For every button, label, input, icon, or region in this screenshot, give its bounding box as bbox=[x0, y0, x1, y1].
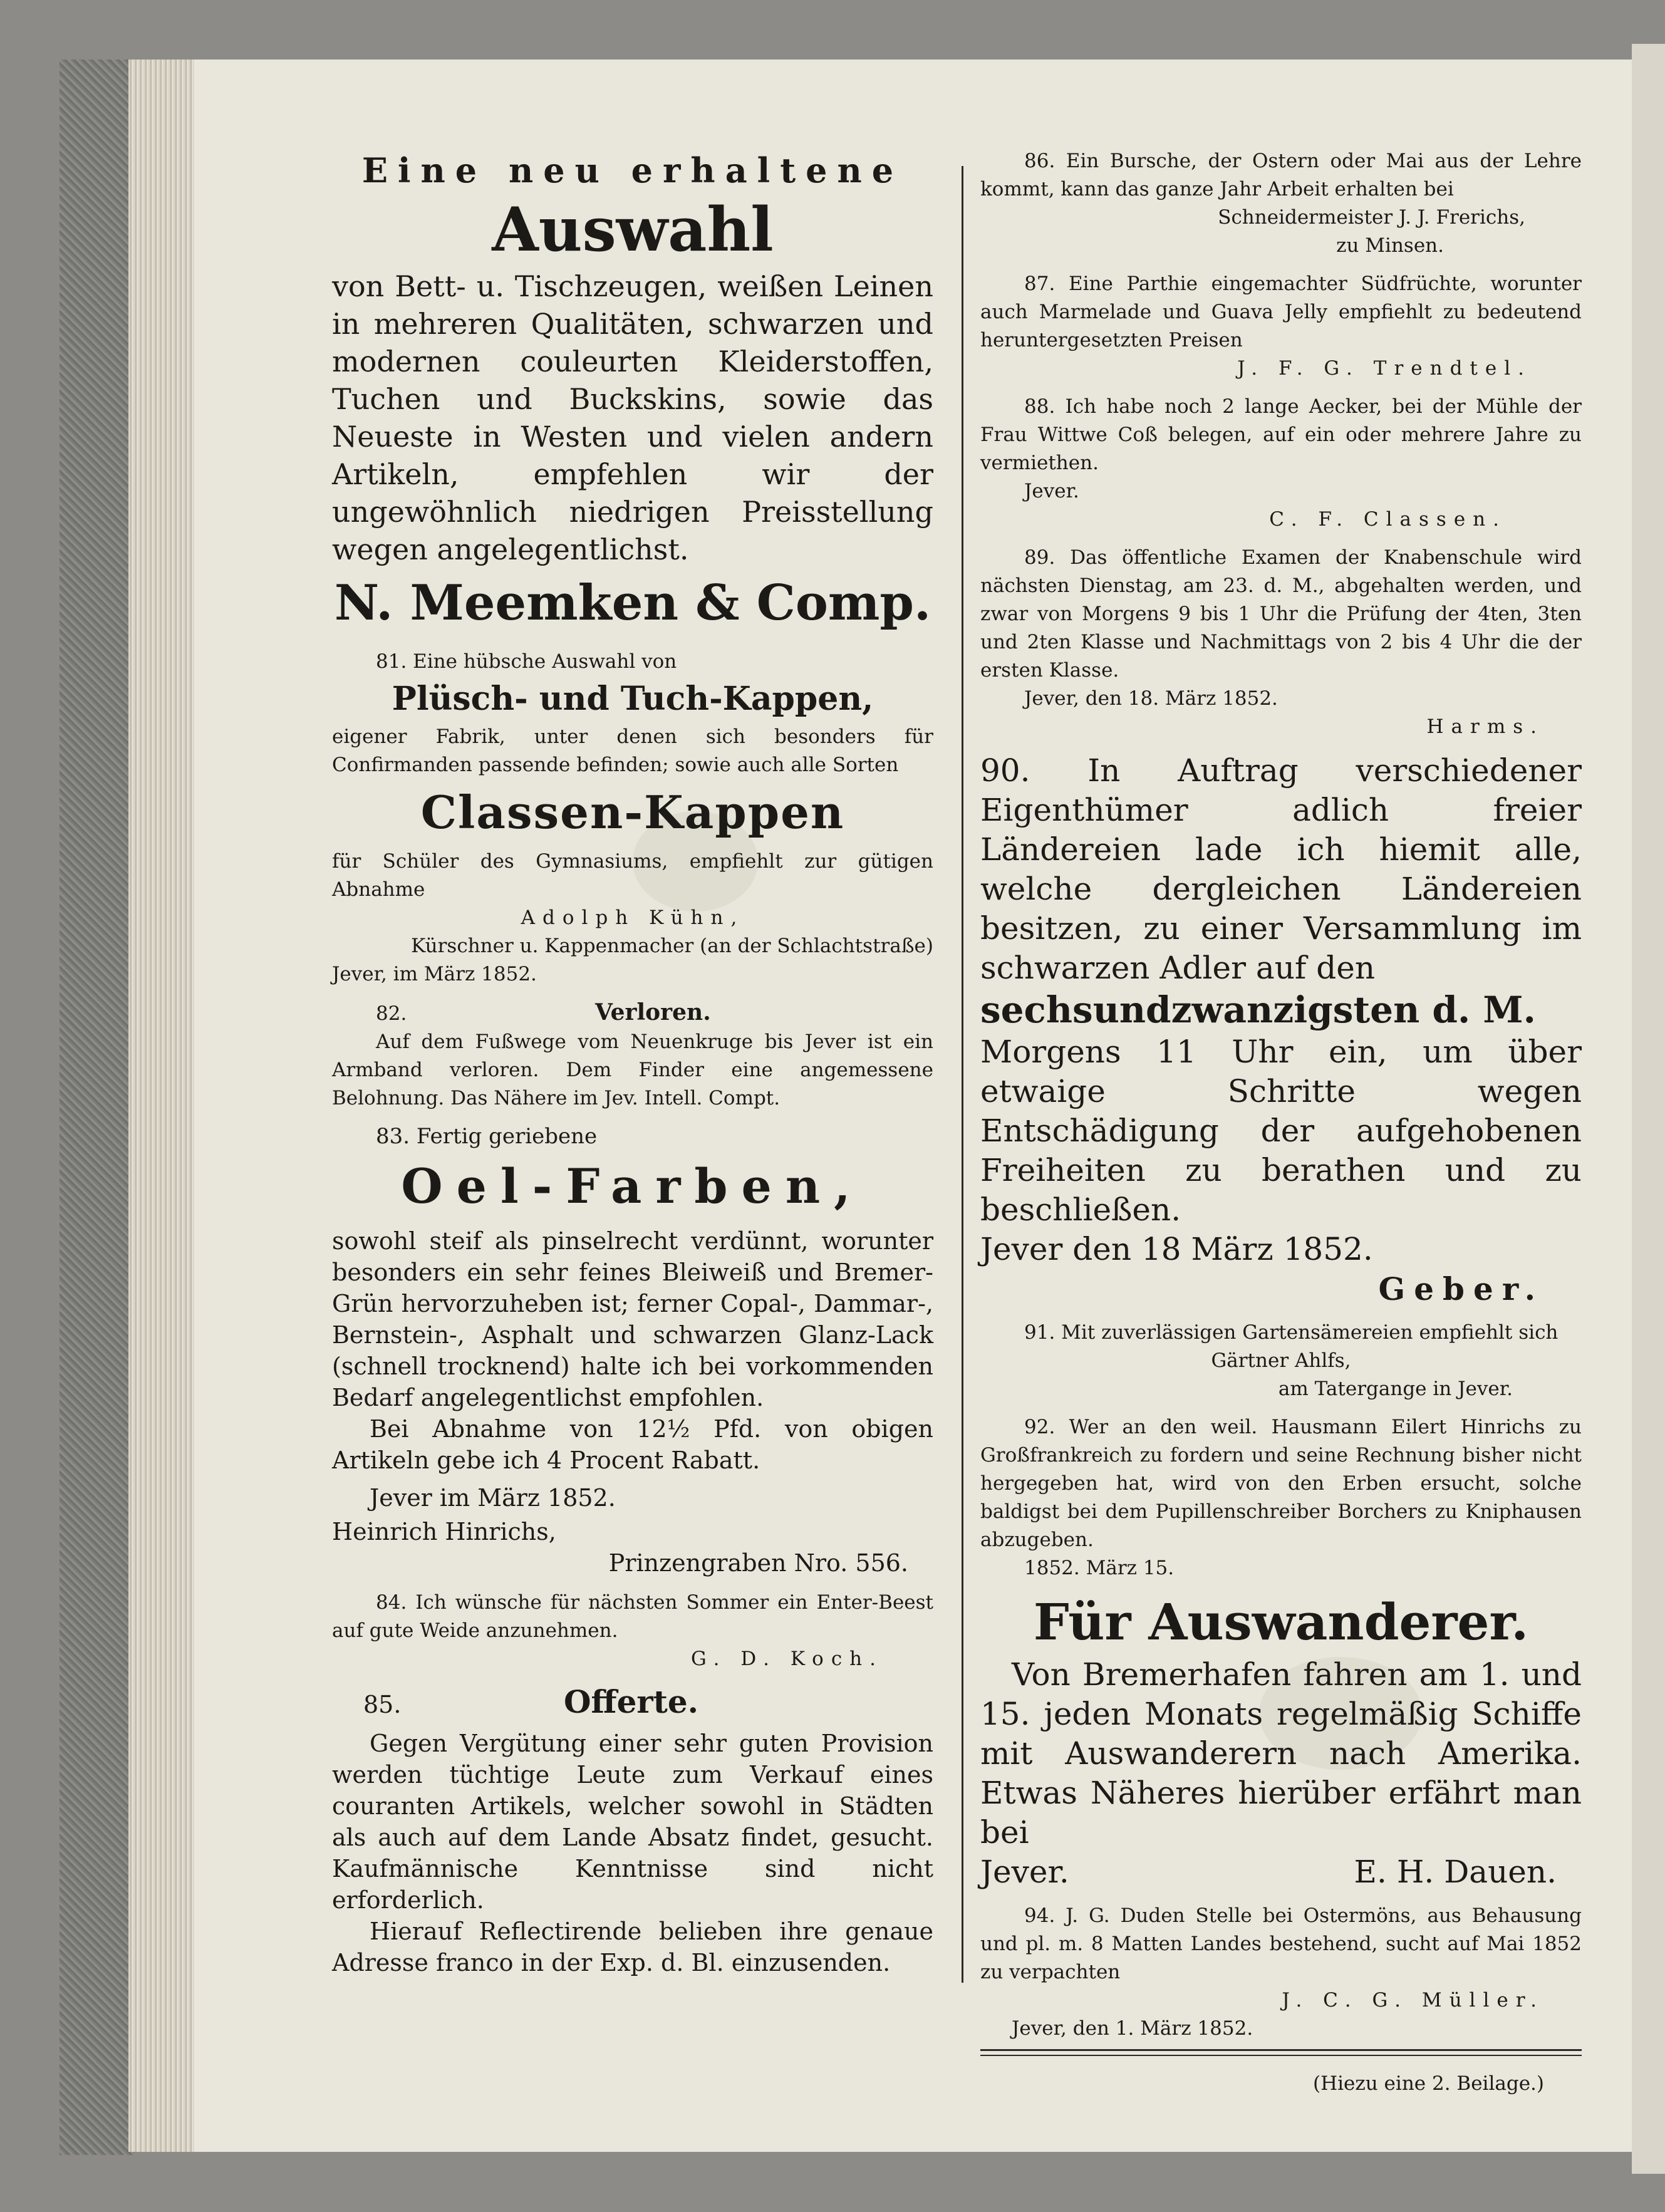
notice-85-title: Offerte. bbox=[564, 1683, 699, 1720]
notice-86-text: 86. Ein Bursche, der Ostern oder Mai aus der Lehre kommt, kann das ganze Jahr Arbeit erhalten bei bbox=[980, 150, 1582, 200]
notice-84-signature: G. D. Koch. bbox=[691, 1648, 883, 1670]
notice-92-text: 92. Wer an den weil. Hausmann Eilert Hinrichs zu Großfrankreich zu fordern und seine Rechnung bisher nicht hergegeben hat, wird von den Erben ersucht, solche baldigst bei dem Pupillenschreiber Borchers zu Kniphausen abzugeben. bbox=[980, 1416, 1582, 1551]
notice-89-text: 89. Das öffentliche Examen der Knabenschule wird nächsten Dienstag, am 23. d. M., abgehalten werden, und zwar von Morgens 9 bis 1 Uhr die Prüfung der 4ten, 3ten und 2ten Klasse und Nachmittags von 2 bis 4 Uhr die der ersten Klasse. bbox=[980, 546, 1582, 682]
notice-85-header bbox=[332, 1683, 933, 1720]
notice-88-text: 88. Ich habe noch 2 lange Aecker, bei der Mühle der Frau Wittwe Coß belegen, auf ein oder mehrere Jahre zu vermiethen. bbox=[980, 395, 1582, 474]
notice-81-intro: 81. Eine hübsche Auswahl von bbox=[376, 650, 677, 673]
notice-91-signature: Gärtner Ahlfs, bbox=[1211, 1349, 1351, 1372]
notice-93-title: Für Auswanderer. bbox=[1033, 1592, 1529, 1651]
ad-heading-line: Eine neu erhaltene bbox=[361, 150, 904, 190]
notice-82-text: Auf dem Fußwege vom Neuenkruge bis Jever ist ein Armband verloren. Dem Finder eine angemessene Belohnung. Das Nähere im Jev. Intell. Compt. bbox=[332, 1031, 933, 1109]
notice-85-number: 85. bbox=[363, 1691, 402, 1718]
notice-82-title: Verloren. bbox=[595, 999, 711, 1026]
notice-89-date: Jever, den 18. März 1852. bbox=[1024, 687, 1278, 710]
notice-85-text: Gegen Vergütung einer sehr guten Provision werden tüchtige Leute zum Verkauf eines couranten Artikels, welcher sowohl in Städten als auch auf dem Lande Absatz findet, gesucht. Kaufmännische Kenntnisse sind nicht erforderlich. bbox=[332, 1730, 933, 1914]
notice-90-text-a: 90. In Auftrag verschiedener Eigenthümer adlich freier Ländereien lade ich hiemit alle, welche dergleichen Ländereien besitzen, zu einer Versammlung im schwarzen Adler auf den bbox=[980, 752, 1582, 986]
notice-93-footer bbox=[980, 1852, 1582, 1892]
notice-91-place: am Tatergange in Jever. bbox=[1278, 1378, 1513, 1400]
notice-86-signature: Schneidermeister J. J. Frerichs, bbox=[1218, 206, 1525, 229]
column-divider bbox=[962, 166, 963, 1983]
notice-83-intro: 83. Fertig geriebene bbox=[376, 1124, 598, 1149]
notice-89-signature: Harms. bbox=[1426, 715, 1544, 738]
notice-93-signature: E. H. Dauen. bbox=[1354, 1854, 1557, 1890]
notice-83-signature: Heinrich Hinrichs, bbox=[332, 1518, 556, 1545]
notice-94-date: Jever, den 1. März 1852. bbox=[1012, 2017, 1253, 2040]
notice-81-text-2: für Schüler des Gymnasiums, empfiehlt zur gütigen Abnahme bbox=[332, 850, 933, 901]
closing-rule-thin bbox=[980, 2055, 1582, 2056]
notice-92-date: 1852. März 15. bbox=[1024, 1557, 1175, 1579]
notice-83-text-2: Bei Abnahme von 12½ Pfd. von obigen Artikeln gebe ich 4 Procent Rabatt. bbox=[332, 1415, 933, 1474]
notice-81-text: eigener Fabrik, unter denen sich besonders für Confirmanden passende befinden; sowie auch alle Sorten bbox=[332, 725, 933, 776]
notice-87-text: 87. Eine Parthie eingemachter Südfrüchte, worunter auch Marmelade und Guava Jelly empfiehlt zu bedeutend heruntergesetzten Preisen bbox=[980, 273, 1582, 351]
notice-88-place: Jever. bbox=[1024, 480, 1079, 502]
notice-82-header bbox=[332, 999, 933, 1028]
ad-firm: N. Meemken & Comp. bbox=[334, 574, 931, 631]
ad-heading-title: Auswahl bbox=[492, 194, 774, 265]
notice-90-date-highlight: sechsundzwanzigsten d. M. bbox=[980, 989, 1536, 1031]
notice-81-title-2: Classen-Kappen bbox=[420, 786, 845, 839]
supplement-note: (Hiezu eine 2. Beilage.) bbox=[1313, 2072, 1544, 2095]
notice-83-address: Prinzengraben Nro. 556. bbox=[608, 1549, 908, 1577]
book-spine bbox=[60, 60, 135, 2155]
notice-84-text: 84. Ich wünsche für nächsten Sommer ein Enter-Beest auf gute Weide anzunehmen. bbox=[332, 1591, 933, 1642]
page-edges bbox=[128, 60, 204, 2152]
notice-81-date: Jever, im März 1852. bbox=[332, 963, 537, 985]
closing-rule bbox=[980, 2049, 1582, 2051]
notice-83-text: sowohl steif als pinselrecht verdünnt, worunter besonders ein sehr feines Bleiweiß und Bremer-Grün hervorzuheben ist; ferner Copal-, Dammar-, Bernstein-, Asphalt und schwarzen Glanz-Lack (schnell trocknend) halte ich bei vorkommenden Bedarf angelegentlichst empfohlen. bbox=[332, 1227, 933, 1411]
notice-83-date: Jever im März 1852. bbox=[370, 1484, 616, 1512]
notice-90-date: Jever den 18 März 1852. bbox=[980, 1231, 1373, 1267]
notice-86-place: zu Minsen. bbox=[1336, 234, 1444, 257]
notice-94-text: 94. J. G. Duden Stelle bei Ostermöns, aus Behausung und pl. m. 8 Matten Landes bestehend, sucht auf Mai 1852 zu verpachten bbox=[980, 1904, 1582, 1983]
notice-82-number: 82. bbox=[376, 1002, 407, 1025]
left-column bbox=[332, 150, 933, 1978]
notice-81-signature-2: Kürschner u. Kappenmacher (an der Schlachtstraße) bbox=[411, 935, 933, 957]
notice-90-text-c: Morgens 11 Uhr ein, um über etwaige Schritte wegen Entschädigung der aufgehobenen Freiheiten zu berathen und zu beschließen. bbox=[980, 1034, 1582, 1228]
notice-85-text-2: Hierauf Reflectirende belieben ihre genaue Adresse franco in der Exp. d. Bl. einzusenden. bbox=[332, 1918, 933, 1976]
notice-94-signature: J. C. G. Müller. bbox=[1282, 1989, 1544, 2012]
notice-90-signature: Geber. bbox=[1378, 1270, 1544, 1307]
notice-91-text: 91. Mit zuverlässigen Gartensämereien empfiehlt sich bbox=[1024, 1321, 1559, 1344]
notice-83-title: Oel-Farben, bbox=[401, 1158, 864, 1214]
notice-88-signature: C. F. Classen. bbox=[1269, 508, 1507, 531]
notice-93-text: Von Bremerhafen fahren am 1. und 15. jeden Monats regelmäßig Schiffe mit Auswanderern nach Amerika. Etwas Näheres hierüber erfährt man bei bbox=[980, 1656, 1582, 1851]
right-column bbox=[980, 147, 1582, 2098]
notice-87-signature: J. F. G. Trendtel. bbox=[1237, 357, 1532, 380]
notice-81-title: Plüsch- und Tuch-Kappen, bbox=[392, 680, 874, 718]
notice-90 bbox=[980, 751, 1582, 1230]
notice-93-place: Jever. bbox=[980, 1854, 1069, 1890]
ad-body: von Bett- u. Tischzeugen, weißen Leinen in mehreren Qualitäten, schwarzen und modernen couleurten Kleiderstoffen, Tuchen und Buckskins, sowie das Neueste in Westen und vielen andern Artikeln, empfehlen wir der ungewöhnlich niedrigen Preisstellung wegen angelegentlichst. bbox=[332, 269, 933, 566]
notice-81-signature: Adolph Kühn, bbox=[521, 906, 745, 929]
facing-page-edge bbox=[1632, 44, 1665, 2174]
